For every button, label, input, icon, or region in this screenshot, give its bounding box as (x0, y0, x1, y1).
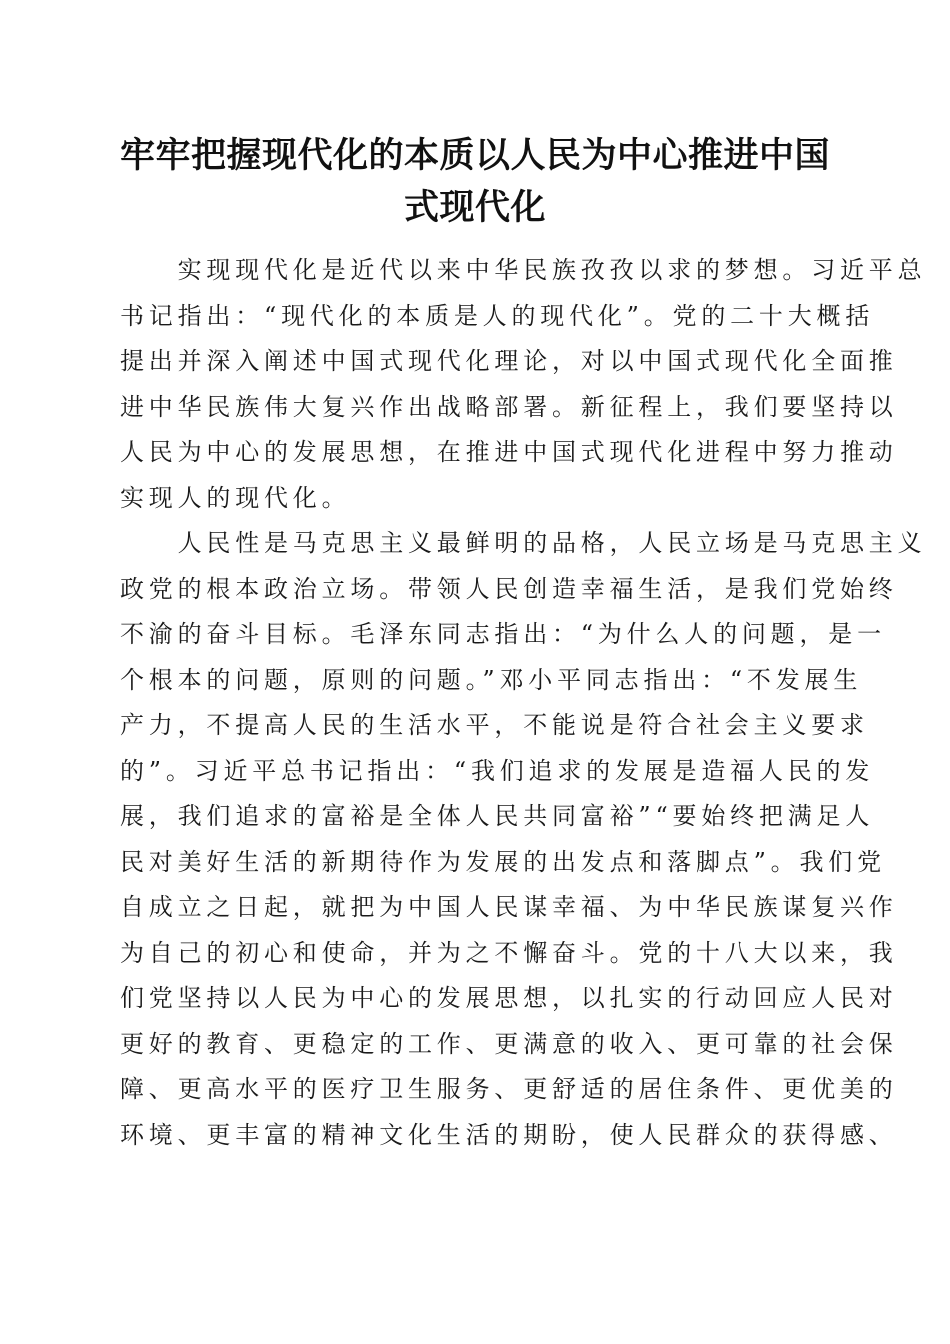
paragraph-line: 更好的教育、更稳定的工作、更满意的收入、更可靠的社会保 (120, 1029, 898, 1058)
paragraph-line: 展，我们追求的富裕是全体人民共同富裕”“要始终把满足人 (120, 802, 875, 830)
paragraph-line: 个根本的问题，原则的问题。”邓小平同志指出：“不发展生 (120, 665, 863, 694)
paragraph-line: 的”。习近平总书记指出：“我们追求的发展是造福人民的发 (120, 756, 875, 785)
paragraph-line: 产力，不提高人民的生活水平，不能说是符合社会主义要求 (120, 711, 869, 739)
paragraph-line: 提出并深入阐述中国式现代化理论，对以中国式现代化全面推 (120, 347, 898, 375)
paragraph-line: 人民为中心的发展思想，在推进中国式现代化进程中努力推动 (120, 438, 898, 466)
paragraph-line: 障、更高水平的医疗卫生服务、更舒适的居住条件、更优美的 (120, 1075, 898, 1103)
paragraph-line: 为自己的初心和使命，并为之不懈奋斗。党的十八大以来，我 (120, 938, 898, 967)
paragraph-2 (120, 521, 927, 1158)
paragraph-line: 不渝的奋斗目标。毛泽东同志指出：“为什么人的问题，是一 (120, 620, 886, 648)
paragraph-line: 政党的根本政治立场。带领人民创造幸福生活，是我们党始终 (120, 574, 898, 603)
paragraph-line: 自成立之日起，就把为中国人民谋幸福、为中华民族谋复兴作 (120, 893, 898, 921)
document-body (120, 248, 927, 1158)
paragraph-1 (120, 248, 927, 521)
title-line: 式现代化 (403, 187, 546, 228)
paragraph-line: 实现人的现代化。 (120, 483, 351, 512)
paragraph-line: 民对美好生活的新期待作为发展的出发点和落脚点”。我们党 (120, 847, 886, 876)
paragraph-line: 环境、更丰富的精神文化生活的期盼，使人民群众的获得感、 (120, 1120, 898, 1149)
paragraph-line: 人民性是马克思主义最鲜明的品格，人民立场是马克思主义 (120, 529, 927, 557)
paragraph-line: 实现现代化是近代以来中华民族孜孜以求的梦想。习近平总 (120, 256, 927, 284)
paragraph-line: 进中华民族伟大复兴作出战略部署。新征程上，我们要坚持以 (120, 392, 898, 421)
paragraph-line: 书记指出：“现代化的本质是人的现代化”。党的二十大概括 (120, 301, 875, 330)
document-title (110, 130, 840, 234)
title-line: 牢牢把握现代化的本质以人民为中心推进中国 (119, 135, 830, 176)
paragraph-line: 们党坚持以人民为中心的发展思想，以扎实的行动回应人民对 (120, 984, 898, 1012)
